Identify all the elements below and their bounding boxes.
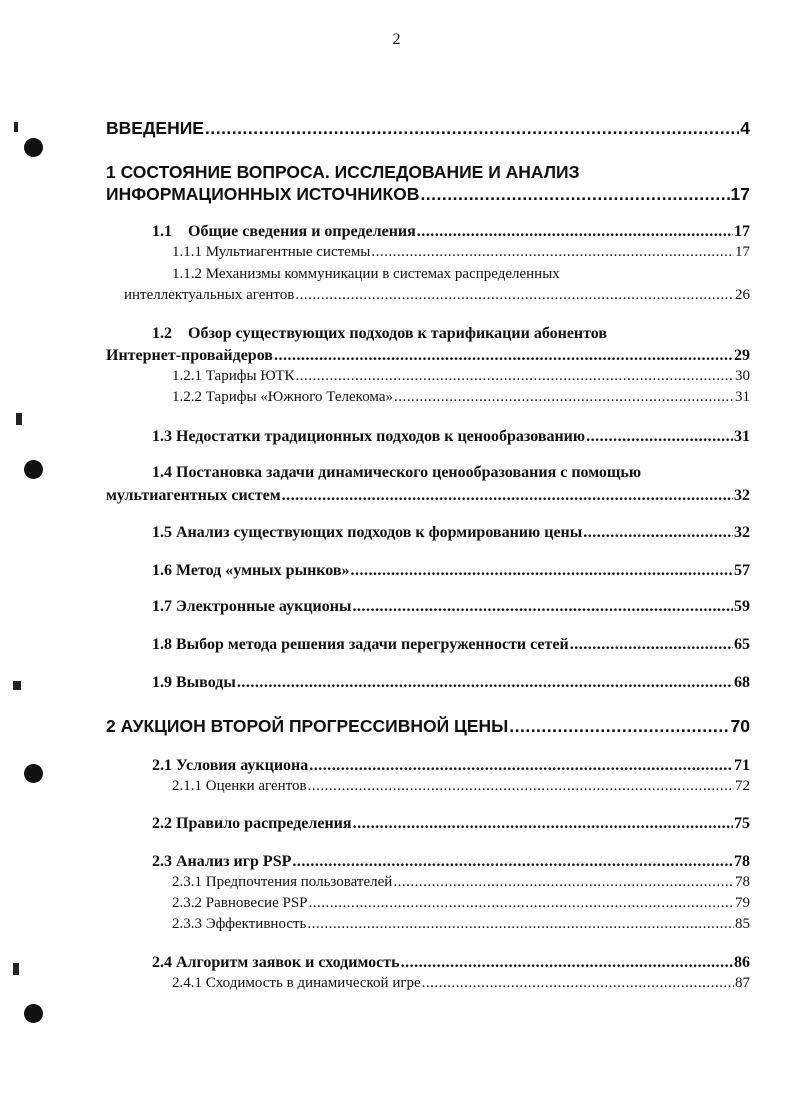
toc-leader-dots	[353, 815, 733, 833]
toc-entry-2-3-1[interactable]	[172, 874, 750, 891]
toc-entry-title: 1.2.2 Тарифы «Южного Телекома»	[172, 389, 393, 405]
toc-entry-title: 1.6 Метод «умных рынков»	[152, 562, 350, 579]
toc-entry-page: 29	[734, 347, 750, 364]
binder-hole	[24, 764, 43, 783]
toc-leader-dots	[205, 118, 739, 139]
toc-entry-title: 1.5 Анализ существующих подходов к формированию цены	[152, 524, 583, 541]
toc-entry-title: ИНФОРМАЦИОННЫХ ИСТОЧНИКОВ	[106, 184, 420, 204]
toc-leader-dots	[295, 368, 734, 385]
toc-entry-page: 71	[734, 757, 750, 774]
toc-leader-dots	[308, 778, 734, 795]
toc-entry-page: 57	[734, 562, 750, 579]
toc-entry-1-2-1[interactable]	[172, 368, 750, 385]
toc-entry-2-3[interactable]	[152, 853, 750, 871]
toc-entry-title: 1.9 Выводы	[152, 674, 236, 691]
toc-entry-page: 87	[735, 975, 750, 991]
toc-entry-1-1[interactable]	[152, 223, 750, 241]
toc-entry-title: 2.3.3 Эффективность	[172, 916, 307, 932]
toc-entry-page: 78	[734, 853, 750, 870]
toc-entry-page: 86	[734, 954, 750, 971]
toc-entry-2-3-3[interactable]	[172, 916, 750, 933]
margin-tick	[13, 681, 21, 690]
toc-entry-2-4-1[interactable]	[172, 975, 750, 992]
toc-leader-dots	[237, 674, 733, 692]
toc-leader-dots	[570, 636, 733, 654]
toc-entry-title: 2.1.1 Оценки агентов	[172, 778, 307, 794]
toc-entry-page: 65	[734, 636, 750, 653]
toc-entry-1-2[interactable]	[106, 347, 750, 365]
toc-entry-page: 17	[730, 184, 750, 204]
toc-entry-page: 32	[734, 524, 750, 541]
toc-entry-title: 1.7 Электронные аукционы	[152, 598, 352, 615]
toc-entry-title: 1.2.1 Тарифы ЮТК	[172, 368, 295, 384]
toc-entry-title: мультиагентных систем	[106, 487, 281, 504]
toc-entry-intro[interactable]	[106, 118, 750, 139]
toc-entry-title: 2.1 Условия аукциона	[152, 757, 309, 774]
toc-entry-title: 1.3 Недостатки традиционных подходов к ценообразованию	[152, 428, 586, 445]
toc-entry-2-1-1[interactable]	[172, 778, 750, 795]
toc-leader-dots	[509, 716, 729, 737]
page-number: 2	[392, 31, 401, 48]
toc-entry-page: 70	[730, 716, 750, 736]
toc-entry-title: 2.2 Правило распределения	[152, 815, 352, 832]
toc-entry-1-1-2-line1[interactable]: 1.1.2 Механизмы коммуникации в системах распределенных	[172, 266, 560, 282]
toc-entry-page: 31	[734, 428, 750, 445]
toc-entry-title: ВВЕДЕНИЕ	[106, 118, 204, 138]
toc-entry-1-1-2[interactable]	[124, 287, 750, 304]
toc-leader-dots	[586, 428, 733, 446]
toc-entry-1-2-2[interactable]	[172, 389, 750, 406]
toc-entry-1-7[interactable]	[152, 598, 750, 616]
toc-entry-2-4[interactable]	[152, 954, 750, 972]
toc-leader-dots	[274, 347, 733, 365]
toc-leader-dots	[309, 757, 733, 775]
toc-entry-page: 4	[740, 118, 750, 138]
margin-tick	[13, 963, 19, 975]
toc-entry-2-3-2[interactable]	[172, 895, 750, 912]
toc-leader-dots	[352, 598, 733, 616]
toc-leader-dots	[420, 184, 729, 205]
toc-leader-dots	[422, 975, 734, 992]
toc-entry-title: 1.1.1 Мультиагентные системы	[172, 244, 371, 260]
toc-leader-dots	[351, 562, 733, 580]
toc-leader-dots	[394, 389, 734, 406]
toc-leader-dots	[393, 874, 734, 891]
margin-tick	[14, 122, 18, 132]
toc-entry-page: 26	[735, 287, 750, 303]
toc-entry-1-6[interactable]	[152, 562, 750, 580]
toc-leader-dots	[583, 524, 733, 542]
binder-hole	[24, 460, 43, 479]
toc-entry-page: 72	[735, 778, 750, 794]
toc-leader-dots	[371, 244, 734, 261]
toc-entry-page: 59	[734, 598, 750, 615]
toc-entry-page: 78	[735, 874, 750, 890]
toc-entry-1-1-1[interactable]	[172, 244, 750, 261]
toc-leader-dots	[309, 895, 734, 912]
binder-hole	[24, 1004, 43, 1023]
toc-entry-title: 2.3 Анализ игр PSP	[152, 853, 292, 870]
toc-entry-page: 31	[735, 389, 750, 405]
toc-entry-page: 32	[734, 487, 750, 504]
toc-entry-2-1[interactable]	[152, 757, 750, 775]
toc-entry-title: 2.4 Алгоритм заявок и сходимость	[152, 954, 400, 971]
margin-tick	[16, 413, 22, 425]
toc-entry-1-8[interactable]	[152, 636, 750, 654]
toc-entry-title: Интернет-провайдеров	[106, 347, 273, 364]
toc-entry-1-2-line1[interactable]: 1.2 Обзор существующих подходов к тарификации абонентов	[152, 325, 608, 342]
toc-entry-page: 68	[734, 674, 750, 691]
toc-leader-dots	[282, 487, 733, 505]
toc-entry-page: 85	[735, 916, 750, 932]
toc-leader-dots	[417, 223, 733, 241]
toc-leader-dots	[401, 954, 733, 972]
toc-entry-page: 30	[735, 368, 750, 384]
toc-entry-2-2[interactable]	[152, 815, 750, 833]
toc-entry-page: 17	[735, 244, 750, 260]
toc-leader-dots	[295, 287, 734, 304]
toc-entry-title: 2.3.2 Равновесие PSP	[172, 895, 308, 911]
toc-entry-page: 17	[734, 223, 750, 240]
toc-chapter-1-title-line1[interactable]: 1 СОСТОЯНИЕ ВОПРОСА. ИССЛЕДОВАНИЕ И АНАЛИЗ	[106, 162, 580, 182]
toc-entry-1-3[interactable]	[152, 428, 750, 446]
toc-entry-title: 2.4.1 Сходимость в динамической игре	[172, 975, 421, 991]
toc-entry-1-9[interactable]	[152, 674, 750, 692]
toc-entry-title: 1.8 Выбор метода решения задачи перегруженности сетей	[152, 636, 569, 653]
toc-entry-page: 79	[735, 895, 750, 911]
toc-entry-title: 2 АУКЦИОН ВТОРОЙ ПРОГРЕССИВНОЙ ЦЕНЫ	[106, 716, 509, 736]
toc-entry-title: 1.1 Общие сведения и определения	[152, 223, 416, 240]
toc-entry-chapter-2[interactable]	[106, 716, 750, 737]
toc-entry-chapter-1[interactable]	[106, 184, 750, 205]
toc-entry-title: интеллектуальных агентов	[124, 287, 295, 303]
toc-entry-title: 2.3.1 Предпочтения пользователей	[172, 874, 393, 890]
toc-leader-dots	[307, 916, 734, 933]
toc-leader-dots	[292, 853, 733, 871]
toc-entry-1-5[interactable]	[152, 524, 750, 542]
toc-entry-1-4[interactable]	[106, 487, 750, 505]
toc-entry-page: 75	[734, 815, 750, 832]
binder-hole	[24, 138, 43, 157]
toc-entry-1-4-line1[interactable]: 1.4 Постановка задачи динамического ценообразования с помощью	[152, 464, 642, 481]
